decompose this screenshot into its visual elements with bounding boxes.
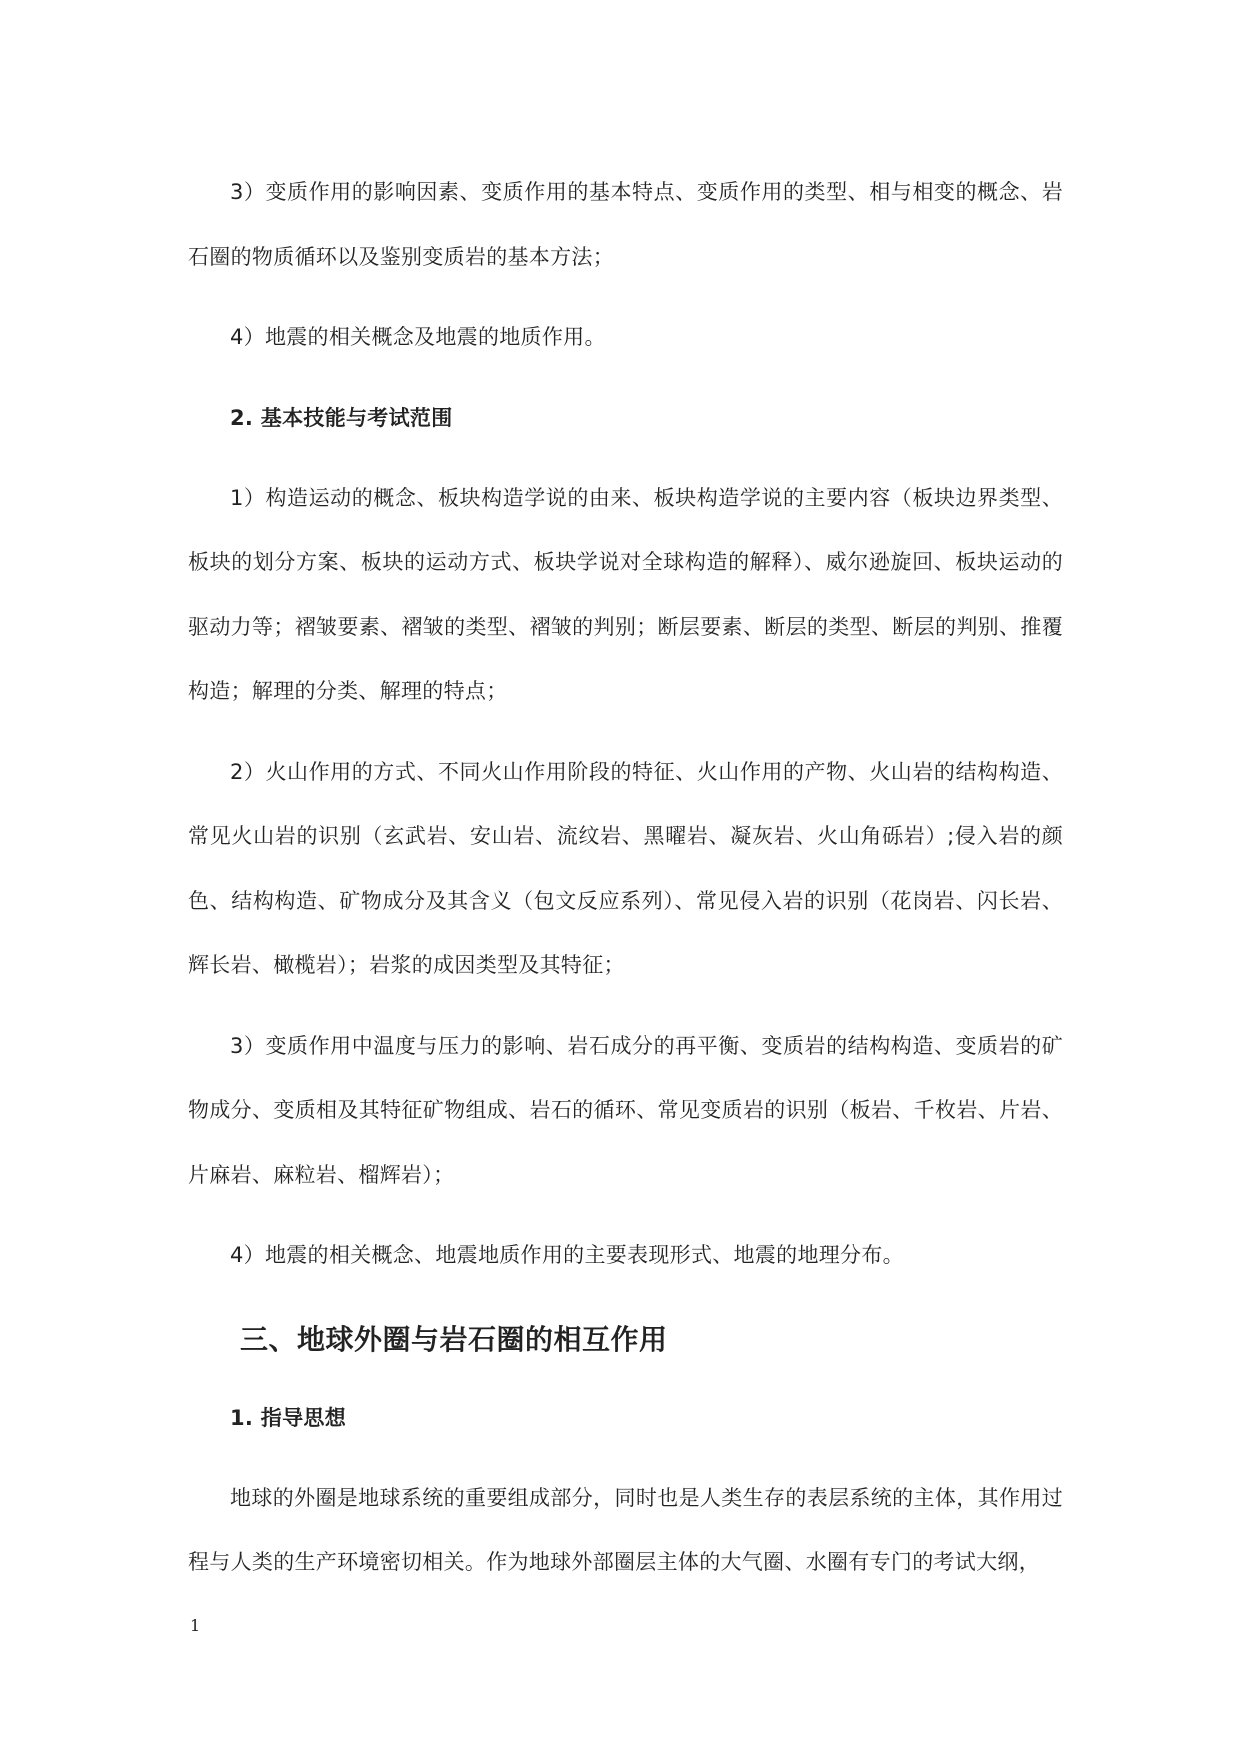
document-body <box>188 160 1063 1611</box>
paragraph-earthquake-skills: 4）地震的相关概念、地震地质作用的主要表现形式、地震的地理分布。 <box>230 1243 904 1267</box>
paragraph-tectonic-movement: 1）构造运动的概念、板块构造学说的由来、板块构造学说的主要内容（板块边界类型、板块的划分方案、板块的运动方式、板块学说对全球构造的解释）、威尔逊旋回、板块运动的驱动力等；褶皱要素、褶皱的类型、褶皱的判别；断层要素、断层的类型、断层的判别、推覆构造；解理的分类、解理的特点； <box>188 485 1063 703</box>
page-number: 1 <box>190 1616 201 1635</box>
paragraph-volcanism: 2）火山作用的方式、不同火山作用阶段的特征、火山作用的产物、火山岩的结构构造、常见火山岩的识别（玄武岩、安山岩、流纹岩、黑曜岩、凝灰岩、火山角砾岩）;侵入岩的颜色、结构构造、矿物成分及其含义（包文反应系列）、常见侵入岩的识别（花岗岩、闪长岩、辉长岩、橄榄岩）；岩浆的成因类型及其特征； <box>188 759 1063 977</box>
paragraph-outer-spheres: 地球的外圈是地球系统的重要组成部分，同时也是人类生存的表层系统的主体，其作用过程与人类的生产环境密切相关。作为地球外部圈层主体的大气圈、水圈有专门的考试大纲， <box>188 1485 1063 1574</box>
paragraph-earthquake-concepts: 4）地震的相关概念及地震的地质作用。 <box>230 325 606 349</box>
paragraph-metamorphism-factors: 3）变质作用的影响因素、变质作用的基本特点、变质作用的类型、相与相变的概念、岩石圈的物质循环以及鉴别变质岩的基本方法； <box>188 180 1063 269</box>
section-title: 三、地球外圈与岩石圈的相互作用 <box>240 1322 668 1356</box>
subheading-basic-skills: 2. 基本技能与考试范围 <box>230 405 453 430</box>
subheading-guiding-idea: 1. 指导思想 <box>230 1405 346 1430</box>
paragraph-metamorphism-skills: 3）变质作用中温度与压力的影响、岩石成分的再平衡、变质岩的结构构造、变质岩的矿物成分、变质相及其特征矿物组成、岩石的循环、常见变质岩的识别（板岩、千枚岩、片岩、片麻岩、麻粒岩、榴辉岩）； <box>188 1033 1063 1187</box>
